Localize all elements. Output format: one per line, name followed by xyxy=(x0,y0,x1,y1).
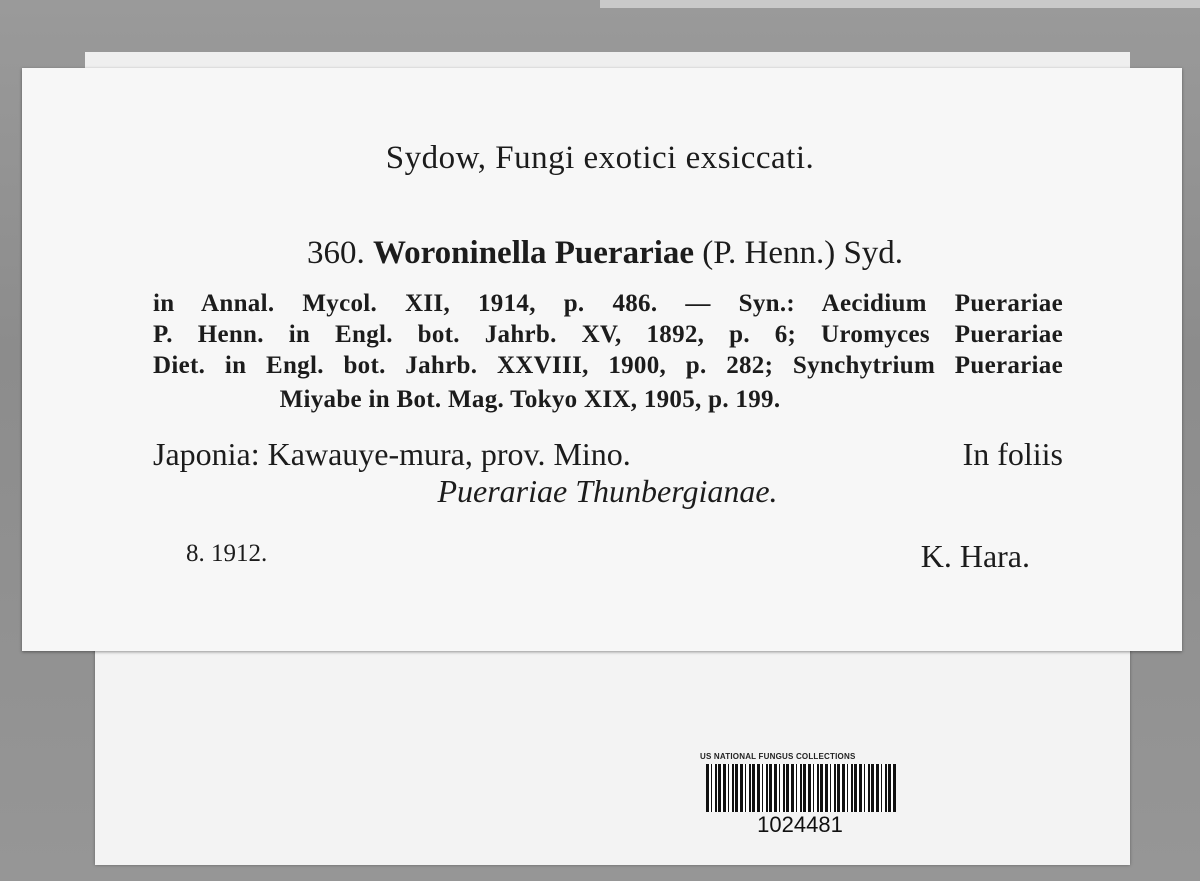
paper-edge xyxy=(600,0,1200,8)
barcode-institution: US NATIONAL FUNGUS COLLECTIONS xyxy=(700,752,856,761)
exsiccata-number: 360. xyxy=(306,235,365,271)
collector: K. Hara. xyxy=(920,538,1030,574)
locality: Japonia: Kawauye-mura, prov. Mino. xyxy=(153,436,631,472)
barcode-number: 1024481 xyxy=(757,812,843,837)
specimen-packet xyxy=(95,640,1130,865)
host-prefix: In foliis xyxy=(962,436,1063,472)
taxon-name: Woroninella Puerariae xyxy=(372,235,695,271)
host-name: Puerariae Thunbergianae. xyxy=(437,473,778,509)
collection-date: 8. 1912. xyxy=(186,540,268,567)
barcode xyxy=(706,764,896,812)
reference-line: Miyabe in Bot. Mag. Tokyo XIX, 1905, p. 199. xyxy=(279,386,781,413)
reference-line: P. Henn. in Engl. bot. Jahrb. XV, 1892, p. 6; Uromyces Puerariae xyxy=(153,321,1063,348)
taxon-authority: (P. Henn.) Syd. xyxy=(702,235,904,271)
reference-line: in Annal. Mycol. XII, 1914, p. 486. — Syn.: Aecidium Puerariae xyxy=(153,290,1063,317)
exsiccata-header: Sydow, Fungi exotici exsiccati. xyxy=(385,140,815,176)
reference-line: Diet. in Engl. bot. Jahrb. XXVIII, 1900, p. 282; Synchytrium Puerariae xyxy=(153,352,1063,379)
taxon-title xyxy=(0,235,1200,272)
